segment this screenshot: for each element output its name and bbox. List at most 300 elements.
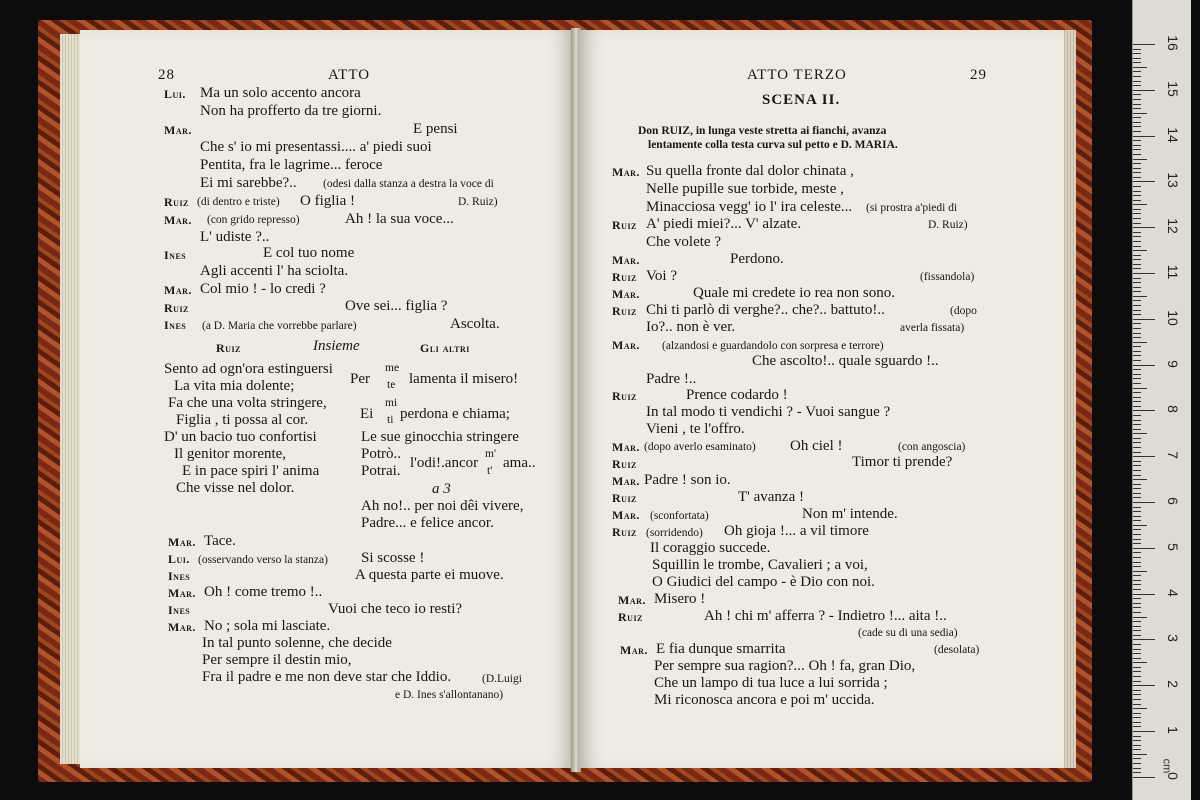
verse-line: E pensi [413,121,458,137]
ruler-tick [1133,268,1141,269]
ruler-tick [1133,378,1141,379]
ruler-tick [1133,520,1141,521]
ruler-tick [1133,351,1141,352]
verse-fragment: Per [350,371,370,387]
speaker: Ruiz [164,301,189,315]
speaker: Ruiz [612,525,637,539]
ruler-tick [1133,433,1147,434]
ruler-tick [1133,85,1141,86]
speaker: Mar. [612,508,640,522]
ruler-tick [1133,227,1155,228]
ruler-tick [1133,342,1147,343]
ruler-tick [1133,726,1141,727]
ruler-tick [1133,415,1141,416]
ruler-unit: cm [1160,758,1173,774]
ruler-tick [1133,62,1141,63]
speaker: Mar. [612,474,640,488]
ruler-tick [1133,374,1141,375]
ruler-label: 2 [1165,680,1181,689]
verse-line: Il coraggio succede. [650,540,771,556]
ruler-tick [1133,603,1141,604]
stage-direction: (cade su di una sedia) [858,627,958,639]
ruler-tick [1133,200,1141,201]
ruler-label: 4 [1165,588,1181,597]
ruler-tick [1133,383,1141,384]
ruler-tick [1133,108,1141,109]
ruler-tick [1133,511,1141,512]
verse-line: Si scosse ! [361,550,425,566]
ruler-tick [1133,694,1141,695]
ruler-tick [1133,713,1141,714]
ruler-tick [1133,681,1141,682]
column-head-ruiz: Ruiz [216,341,241,355]
verse-line: Non m' intende. [802,506,898,522]
ruler-label: 15 [1165,81,1181,97]
verse-line: Pentita, fra le lagrime... feroce [200,157,383,173]
ruler-label: 3 [1165,634,1181,643]
speaker: Mar. [620,643,648,657]
ruler-tick [1133,465,1141,466]
verse-line: Col mio ! - lo credi ? [200,281,326,297]
ruler-tick [1133,388,1147,389]
page-edges-right [1062,30,1076,768]
verse-line: A questa parte ei muove. [355,567,504,583]
ruler-tick [1133,186,1141,187]
ruler-tick [1133,140,1141,141]
ruler-tick [1133,94,1141,95]
ruler-tick [1133,149,1141,150]
speaker: Mar. [164,213,192,227]
ruler-tick [1133,49,1141,50]
verse-line: Vieni , te l'offro. [646,421,745,437]
speaker: Ruiz [164,195,189,209]
ruler-tick [1133,282,1141,283]
ruler-tick [1133,113,1147,114]
ruler-tick [1133,479,1147,480]
speaker: Mar. [612,253,640,267]
ruler-tick [1133,497,1141,498]
verse-line: Tace. [204,533,236,549]
ruler-tick [1133,708,1147,709]
verse-line: Minacciosa vegg' io l' ira celeste... [646,199,853,215]
ruler-tick [1133,81,1141,82]
verse-fragment: Potrò.. [361,446,402,462]
stage-direction: Don RUIZ, in lunga veste stretta ai fianchi, avanza [638,125,887,137]
ruler-tick [1133,667,1141,668]
ruler-label: 8 [1165,405,1181,414]
verse-fragment: ti [387,414,394,426]
ruler-tick [1133,621,1141,622]
ruler-tick [1133,172,1141,173]
verse-fragment: mi [385,397,398,409]
ruler-tick [1133,452,1141,453]
speaker: Ruiz [618,610,643,624]
ruler-tick [1133,159,1147,160]
ruler-tick [1133,562,1141,563]
ruler-tick [1133,777,1155,778]
verse-line: No ; sola mi lasciate. [204,618,331,634]
ruler-tick [1133,548,1155,549]
ruler-tick [1133,310,1141,311]
speaker: Ruiz [612,457,637,471]
column-head-altri: Gli altri [420,341,470,355]
verse-line: Prence codardo ! [686,387,788,403]
stage-direction: (D.Luigi [482,673,522,685]
ruler-tick [1133,278,1141,279]
ruler-tick [1133,575,1141,576]
verse-line: Fra il padre e me non deve star che Iddio. [202,669,452,685]
ruler-tick [1133,369,1141,370]
ruler-tick [1133,676,1141,677]
ruler-tick [1133,209,1141,210]
verse-line: Figlia , ti possa al cor. [176,412,309,428]
ruler-tick [1133,264,1141,265]
ruler-tick [1133,117,1141,118]
ruler-tick [1133,163,1141,164]
ruler-tick [1133,287,1141,288]
verse-line: Agli accenti l' ha sciolta. [200,263,349,279]
ruler-tick [1133,461,1141,462]
stage-direction: (sconfortata) [650,510,709,522]
ruler-tick [1133,475,1141,476]
stage-direction: D. Ruiz) [458,196,498,208]
verse-line: O Giudici del campo - è Dio con noi. [652,574,875,590]
speaker: Ines [164,318,187,332]
speaker: Mar. [164,123,192,137]
ruler-tick [1133,685,1155,686]
speaker: Mar. [164,283,192,297]
speaker: Ines [168,569,191,583]
stage-direction: (dopo averlo esaminato) [644,441,756,453]
verse-line: Vuoi che teco io resti? [328,601,463,617]
ruler-tick [1133,571,1147,572]
ruler-label: 5 [1165,542,1181,551]
speaker: Mar. [612,440,640,454]
verse-line: Ascolta. [450,316,500,332]
ruler-tick [1133,314,1141,315]
speaker: Ruiz [612,218,637,232]
ruler-tick [1133,639,1155,640]
ruler-tick [1133,420,1141,421]
ruler-label: 0 [1165,771,1181,780]
ruler-tick [1133,204,1147,205]
ruler-label: 12 [1165,218,1181,234]
verse-fragment: t' [487,465,493,477]
ruler-tick [1133,754,1147,755]
ruler-tick [1133,516,1141,517]
ruler-tick [1133,71,1141,72]
verse-line: Per sempre sua ragion?... Oh ! fa, gran Dio, [654,658,916,674]
verse-line: E col tuo nome [263,245,355,261]
ruler-tick [1133,772,1141,773]
ruler-tick [1133,635,1141,636]
stage-direction: (con grido represso) [207,214,300,226]
verse-line: Il genitor morente, [174,446,287,462]
verse-line: Ah no!.. per noi dêi vivere, [361,498,524,514]
ruler-tick [1133,649,1141,650]
ruler-tick [1133,346,1141,347]
ruler-tick [1133,236,1141,237]
left-page [80,30,574,768]
ruler-tick [1133,355,1141,356]
stage-direction: (osservando verso la stanza) [198,554,328,566]
ruler-label: 14 [1165,126,1181,143]
ruler-tick [1133,218,1141,219]
ruler-label: 10 [1165,310,1181,326]
speaker: Ruiz [612,491,637,505]
ruler-tick [1133,704,1141,705]
verse-line: Padre !.. [646,371,697,387]
ruler-tick [1133,690,1141,691]
ruler-tick [1133,484,1141,485]
verse-line: Misero ! [654,591,706,607]
ruler-tick [1133,488,1141,489]
ruler-tick [1133,539,1141,540]
verse-line: In tal punto solenne, che decide [202,635,392,651]
ruler-tick [1133,76,1141,77]
verse-line: Ove sei... figlia ? [345,298,448,314]
verse-line: Ah ! chi m' afferra ? - Indietro !... aita !.. [704,608,947,624]
ruler-tick [1133,154,1141,155]
verse-line: Fa che una volta stringere, [168,395,327,411]
stage-direction: D. Ruiz) [928,219,968,231]
page-number: 28 [158,67,175,83]
ruler-tick [1133,323,1141,324]
verse-line: Che volete ? [646,234,721,250]
ruler-tick [1133,181,1155,182]
ruler-tick [1133,740,1141,741]
stage-direction: e D. Ines s'allontanano) [395,689,504,701]
speaker: Mar. [612,338,640,352]
stage-direction: (fissandola) [920,271,975,283]
verse-fragment: lamenta il misero! [409,371,519,387]
ruler-tick [1133,589,1141,590]
ruler-tick [1133,126,1141,127]
verse-line: Che un lampo di tua luce a lui sorrida ; [654,675,888,691]
speaker: Ruiz [612,270,637,284]
ruler-tick [1133,333,1141,334]
scene-title: SCENA II. [762,92,841,108]
stage-direction: (alzandosi e guardandolo con sorpresa e terrore) [662,340,884,352]
ruler-tick [1133,365,1155,366]
verse-line: Ma un solo accento ancora [200,85,361,101]
ruler-tick [1133,763,1141,764]
ruler-tick [1133,177,1141,178]
ruler-tick [1133,67,1147,68]
speaker: Mar. [618,593,646,607]
ruler-tick [1133,456,1155,457]
running-head: ATTO [328,67,371,83]
stage-direction: averla fissata) [900,322,965,334]
ruler-tick [1133,529,1141,530]
verse-line: La vita mia dolente; [174,378,295,394]
speaker: Mar. [612,287,640,301]
ruler-tick [1133,543,1141,544]
verse-line: In tal modo ti vendichi ? - Vuoi sangue ? [646,404,891,420]
verse-line: E fia dunque smarrita [656,641,786,657]
ruler-tick [1133,90,1155,91]
verse-fragment: me [385,362,400,374]
verse-fragment: perdona e chiama; [400,406,510,422]
ruler-tick [1133,246,1141,247]
verse-line: Perdono. [730,251,784,267]
ruler-tick [1133,392,1141,393]
verse-line: Timor ti prende? [852,454,953,470]
verse-line: Squillin le trombe, Cavalieri ; a voi, [652,557,868,573]
ruler-tick [1133,447,1141,448]
speaker: Mar. [168,586,196,600]
ruler-tick [1133,241,1141,242]
ruler-tick [1133,213,1141,214]
verse-line: Ei mi sarebbe?.. [200,175,297,191]
speaker: Mar. [168,620,196,634]
ruler-tick [1133,438,1141,439]
ruler-label: 9 [1165,359,1181,368]
ruler-tick [1133,305,1141,306]
ruler-tick [1133,255,1141,256]
ruler-label: 7 [1165,451,1181,460]
verse-line: Quale mi credete io rea non sono. [693,285,896,301]
verse-line: O figlia ! [300,193,355,209]
stage-direction: (desolata) [934,644,980,656]
ruler-tick [1133,44,1155,45]
verse-line: Ah ! la sua voce... [345,211,454,227]
stage-direction: (dopo [950,305,977,317]
verse-line: Non ha profferto da tre giorni. [200,103,382,119]
ruler-tick [1133,131,1141,132]
ruler-tick [1133,662,1147,663]
ruler-tick [1133,671,1141,672]
ruler-tick [1133,122,1141,123]
ruler-tick [1133,736,1141,737]
ruler-tick [1133,99,1141,100]
ruler-tick [1133,653,1141,654]
ruler-tick [1133,534,1141,535]
stage-direction: (odesi dalla stanza a destra la voce di [323,178,494,190]
column-head-insieme: Insieme [313,338,360,354]
ruler-tick [1133,566,1141,567]
right-page [578,30,1064,768]
ruler-label: 11 [1165,264,1181,280]
ruler-tick [1133,259,1141,260]
ruler-tick [1133,525,1147,526]
verse-fragment: ama.. [503,455,536,471]
ruler-tick [1133,644,1141,645]
ruler-tick [1133,626,1141,627]
verse-line: Che ascolto!.. quale sguardo !.. [752,353,939,369]
verse-line: Voi ? [646,268,677,284]
page-number: 29 [970,67,987,83]
ruler-tick [1133,104,1141,105]
ruler-tick [1133,594,1155,595]
ruler-tick [1133,617,1147,618]
verse-line: Mi riconosca ancora e poi m' uccida. [654,692,875,708]
ruler-tick [1133,328,1141,329]
verse-line: T' avanza ! [738,489,804,505]
verse-fragment: Potrai. [361,463,401,479]
ruler-tick [1133,429,1141,430]
speaker: Ines [168,603,191,617]
stage-direction: (a D. Maria che vorrebbe parlare) [202,320,357,332]
speaker: Ruiz [612,389,637,403]
ruler-tick [1133,699,1141,700]
verse-line: A' piedi miei?... V' alzate. [646,216,802,232]
verse-line: Che visse nel dolor. [176,480,295,496]
stage-direction: lentamente colla testa curva sul petto e D. MARIA. [648,139,898,151]
speaker: Mar. [612,165,640,179]
verse-line: L' udiste ?.. [200,229,270,245]
speaker: Ruiz [612,304,637,318]
verse-line: Io?.. non è ver. [646,319,736,335]
verse-fragment: te [387,379,396,391]
ruler-tick [1133,552,1141,553]
ruler-tick [1133,717,1141,718]
ruler-tick [1133,557,1141,558]
ruler-tick [1133,53,1141,54]
ruler-tick [1133,406,1141,407]
stage-direction: (si prostra a'piedi di [866,202,958,214]
verse-line: Sento ad ogn'ora estinguersi [164,361,333,377]
ruler-tick [1133,168,1141,169]
verse-line: Oh ciel ! [790,438,843,454]
ruler-tick [1133,401,1141,402]
ruler-tick [1133,749,1141,750]
ruler-tick [1133,470,1141,471]
ruler-tick [1133,584,1141,585]
verse-line: E in pace spiri l' anima [182,463,320,479]
ruler-tick [1133,360,1141,361]
ruler-tick [1133,250,1147,251]
ruler-label: 16 [1165,35,1181,51]
ruler-tick [1133,507,1141,508]
ruler-tick [1133,191,1141,192]
verse-line: Nelle pupille sue torbide, meste , [646,181,844,197]
ruler-tick [1133,493,1141,494]
ruler-tick [1133,337,1141,338]
ruler-tick [1133,658,1141,659]
verse-line: Le sue ginocchia stringere [361,429,519,445]
verse-line: Oh ! come tremo !.. [204,584,323,600]
ruler-tick [1133,300,1141,301]
ruler-tick [1133,768,1141,769]
ruler-tick [1133,136,1155,137]
ruler-tick [1133,273,1155,274]
ruler-tick [1133,410,1155,411]
verse-line: Padre... e felice ancor. [361,515,494,531]
speaker: Lui. [168,552,190,566]
ruler-label: 13 [1165,172,1181,189]
ruler-tick [1133,319,1155,320]
ruler-tick [1133,722,1141,723]
verse-fragment: Ei [360,406,374,422]
ruler-tick [1133,612,1141,613]
ruler-tick [1133,598,1141,599]
ruler-label: 6 [1165,497,1181,505]
speaker: Mar. [168,535,196,549]
verse-line: Chi ti parlò di verghe?.. che?.. battuto!.. [646,302,885,318]
stage-direction: (con angoscia) [898,441,966,453]
speaker: Ines [164,248,187,262]
stage-direction: (sorridendo) [646,527,703,539]
verse-fragment: m' [485,448,497,460]
page-edges-left [60,34,82,764]
ruler-tick [1133,630,1141,631]
verse-line: Padre ! son io. [644,472,731,488]
ruler-tick [1133,291,1141,292]
verse-line: Su quella fronte dal dolor chinata , [646,163,854,179]
verse-fragment: l'odi!.ancor [410,455,479,471]
speaker: Lui. [164,87,186,101]
